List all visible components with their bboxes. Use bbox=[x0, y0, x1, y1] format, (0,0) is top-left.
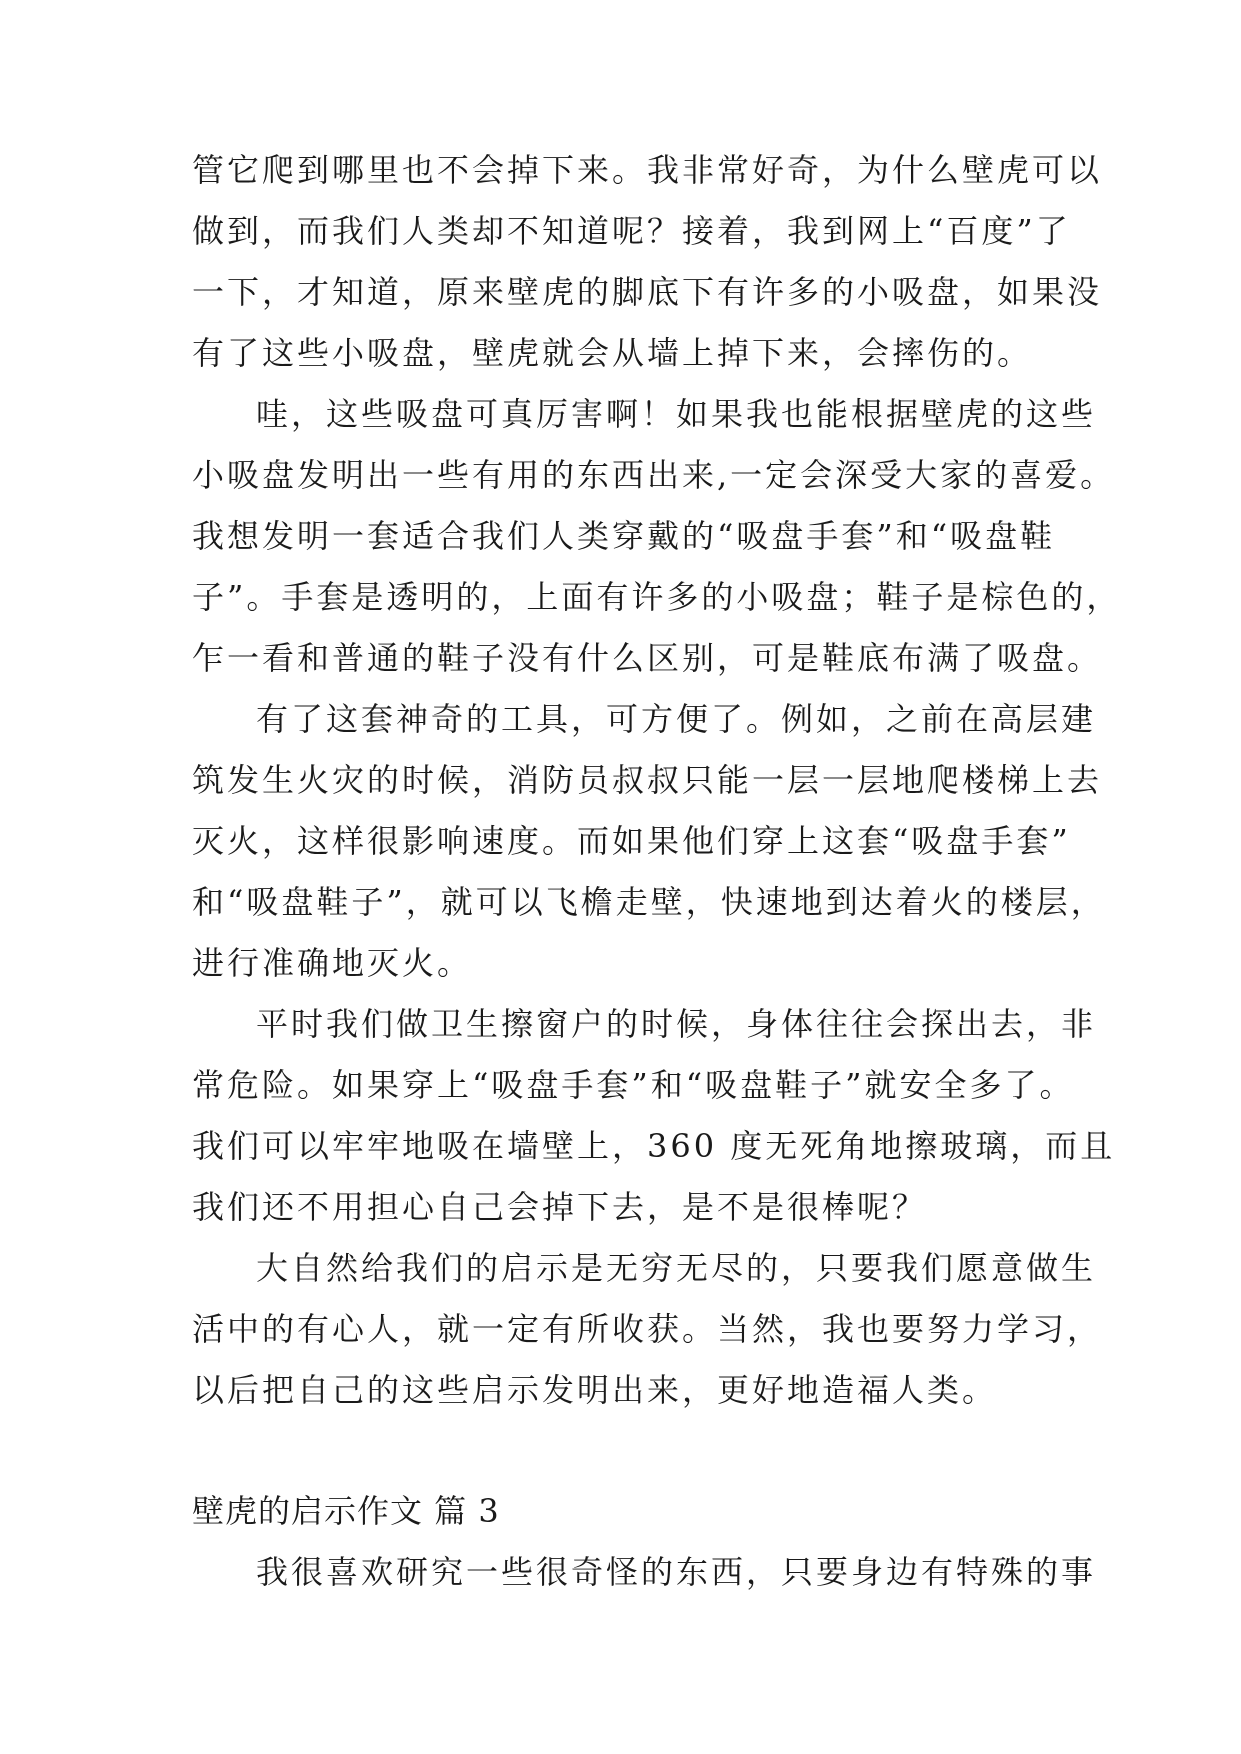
paragraph-line: 进行准确地灭火。 bbox=[192, 944, 473, 982]
paragraph-line: 常危险。如果穿上“吸盘手套”和“吸盘鞋子”就安全多了。 bbox=[192, 1066, 1075, 1104]
paragraph-line: 我很喜欢研究一些很奇怪的东西，只要身边有特殊的事 bbox=[256, 1553, 1097, 1591]
paragraph-line: 我想发明一套适合我们人类穿戴的“吸盘手套”和“吸盘鞋 bbox=[192, 517, 1056, 555]
paragraph-line: 以后把自己的这些启示发明出来，更好地造福人类。 bbox=[192, 1371, 998, 1409]
paragraph-line: 有了这套神奇的工具，可方便了。例如，之前在高层建 bbox=[256, 700, 1097, 738]
paragraph-line: 做到，而我们人类却不知道呢？接着，我到网上“百度”了 bbox=[192, 212, 1071, 250]
section-heading: 壁虎的启示作文 篇 3 bbox=[192, 1492, 500, 1530]
paragraph-line: 一下，才知道，原来壁虎的脚底下有许多的小吸盘，如果没 bbox=[192, 273, 1103, 311]
paragraph-line: 大自然给我们的启示是无穷无尽的，只要我们愿意做生 bbox=[256, 1249, 1097, 1287]
paragraph-line: 我们还不用担心自己会掉下去，是不是很棒呢？ bbox=[192, 1188, 928, 1226]
paragraph-line: 活中的有心人，就一定有所收获。当然，我也要努力学习， bbox=[192, 1310, 1103, 1348]
paragraph-line: 平时我们做卫生擦窗户的时候，身体往往会探出去，非 bbox=[256, 1005, 1097, 1043]
paragraph-line: 管它爬到哪里也不会掉下来。我非常好奇，为什么壁虎可以 bbox=[192, 151, 1103, 189]
paragraph-line: 乍一看和普通的鞋子没有什么区别，可是鞋底布满了吸盘。 bbox=[192, 639, 1103, 677]
paragraph-line: 小吸盘发明出一些有用的东西出来,一定会深受大家的喜爱。 bbox=[192, 456, 1116, 494]
paragraph-line: 有了这些小吸盘，壁虎就会从墙上掉下来，会摔伤的。 bbox=[192, 334, 1033, 372]
paragraph-line: 和“吸盘鞋子”，就可以飞檐走壁，快速地到达着火的楼层， bbox=[192, 883, 1106, 921]
paragraph-line: 子”。手套是透明的，上面有许多的小吸盘；鞋子是棕色的， bbox=[192, 578, 1122, 616]
paragraph-line: 灭火，这样很影响速度。而如果他们穿上这套“吸盘手套” bbox=[192, 822, 1071, 860]
paragraph-line: 哇，这些吸盘可真厉害啊！如果我也能根据壁虎的这些 bbox=[256, 395, 1097, 433]
paragraph-line: 筑发生火灾的时候，消防员叔叔只能一层一层地爬楼梯上去 bbox=[192, 761, 1103, 799]
paragraph-line: 我们可以牢牢地吸在墙壁上，360 度无死角地擦玻璃，而且 bbox=[192, 1127, 1116, 1165]
